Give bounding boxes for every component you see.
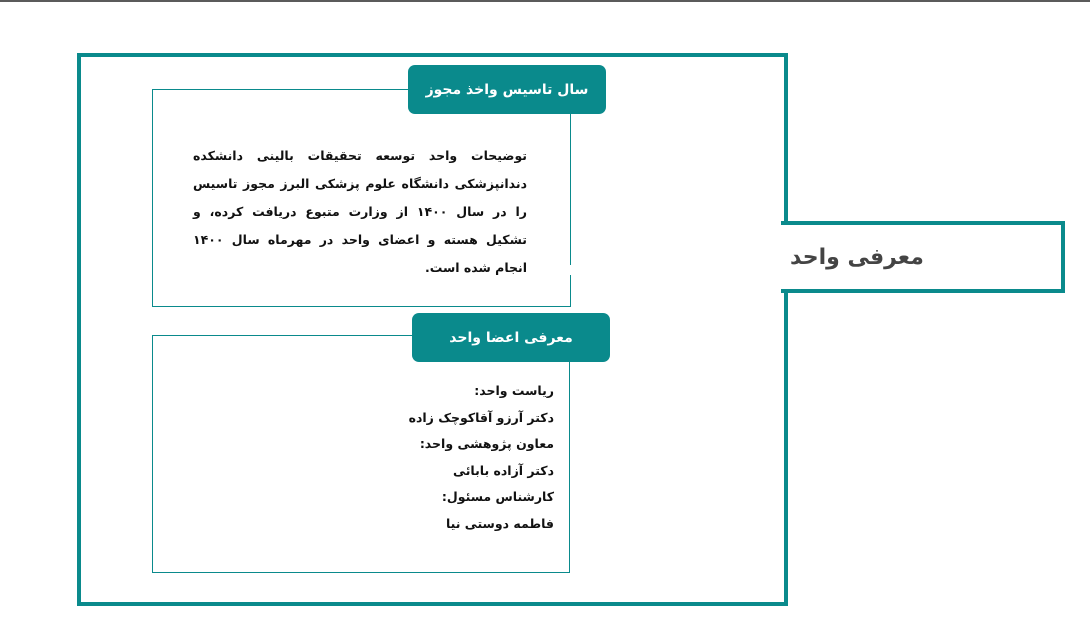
member-role-head: ریاست واحد: xyxy=(474,383,554,398)
establishment-badge: سال تاسیس واخذ مجوز xyxy=(408,65,606,114)
member-role-expert: کارشناس مسئول: xyxy=(441,489,554,504)
member-name-head: دکتر آرزو آقاکوچک زاده xyxy=(408,409,554,425)
member-name-expert: فاطمه دوستی نیا xyxy=(445,515,554,531)
member-role-research: معاون پژوهشی واحد: xyxy=(419,436,554,451)
establishment-description: توضیحات واحد توسعه تحقیقات بالینی دانشکده دندانپزشکی دانشگاه علوم پزشکی البرز مجوز تاسیس را در سال ۱۴۰۰ از وزارت متبوع دریافت کرده، و تشکیل هسته و اعضای واحد در مهرماه سال ۱۴۰۰ انجام شده است. xyxy=(193,148,527,275)
member-name-research: دکتر آزاده بابائی xyxy=(453,462,554,478)
panel-border-gap xyxy=(566,265,572,275)
top-divider xyxy=(0,0,1090,2)
members-list xyxy=(300,378,554,537)
members-badge: معرفی اعضا واحد xyxy=(412,313,610,362)
section-title: معرفی واحد xyxy=(790,244,924,270)
section-tab-joint xyxy=(778,225,788,289)
